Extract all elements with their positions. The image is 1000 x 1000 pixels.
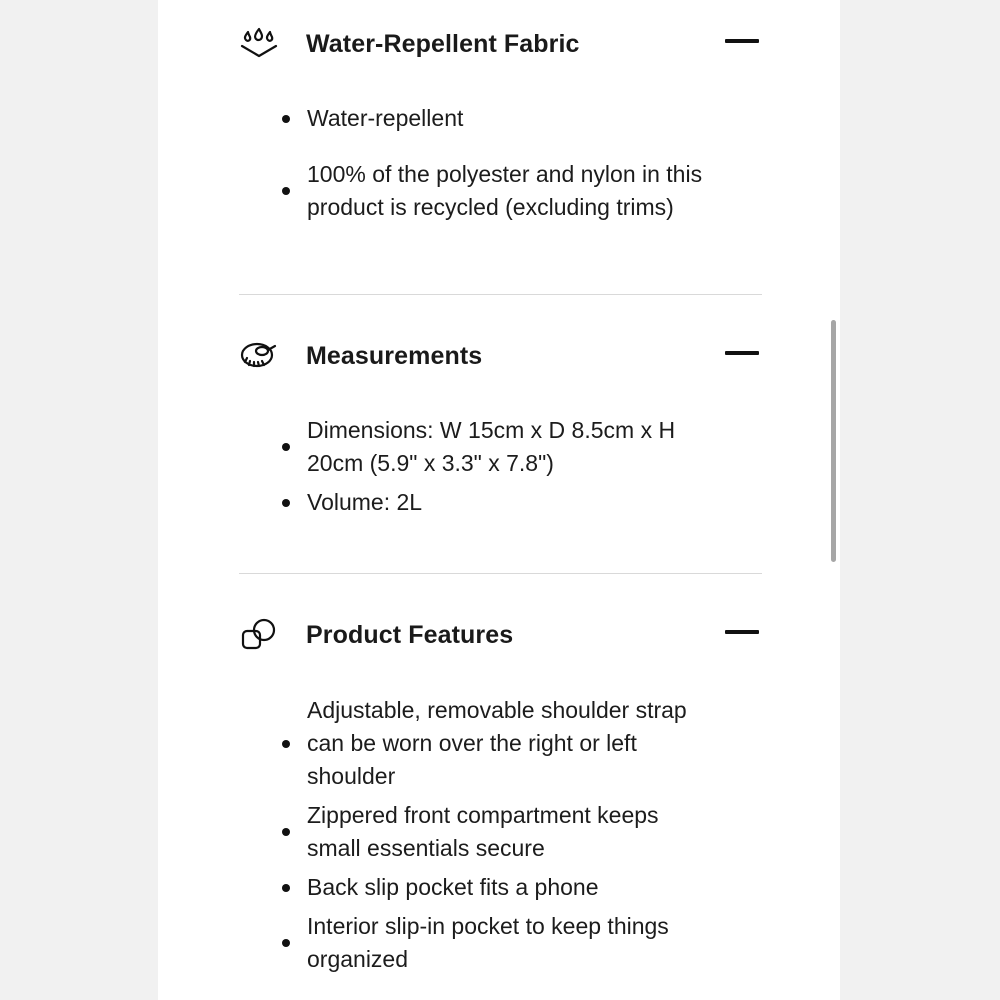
list-item (239, 910, 762, 976)
collapse-button[interactable] (722, 619, 762, 647)
list-item-text: Water-repellent (307, 105, 464, 131)
features-icon (239, 617, 279, 653)
divider (239, 573, 762, 574)
section-header[interactable] (239, 338, 762, 374)
bullet-list (239, 694, 762, 976)
list-item-text: Dimensions: W 15cm x D 8.5cm x H 20cm (5.9" x 3.3" x 7.8") (307, 417, 676, 476)
list-item-text: Back slip pocket fits a phone (307, 874, 599, 900)
section-title: Measurements (306, 342, 483, 370)
product-details-panel (158, 0, 840, 1000)
water-drops-icon (239, 26, 279, 62)
list-item (239, 141, 762, 240)
section-header[interactable] (239, 617, 762, 653)
section-title: Water-Repellent Fabric (306, 30, 580, 58)
list-item (239, 694, 762, 793)
section-title: Product Features (306, 621, 514, 649)
section-header[interactable] (239, 26, 762, 62)
list-item (239, 871, 762, 904)
bullet-dot (282, 740, 290, 748)
list-item-text: 100% of the polyester and nylon in this product is recycled (excluding trims) (307, 160, 703, 220)
list-item-text: Adjustable, removable shoulder strap can be worn over the right or left shoulder (307, 697, 687, 789)
bullet-dot (282, 939, 290, 947)
measuring-tape-icon (239, 338, 279, 374)
scrollbar[interactable] (831, 320, 836, 562)
bullet-dot (282, 884, 290, 892)
list-item-text: Zippered front compartment keeps small essentials secure (307, 802, 659, 861)
bullet-dot (282, 828, 290, 836)
collapse-button[interactable] (722, 28, 762, 56)
collapse-button[interactable] (722, 340, 762, 368)
minus-icon (725, 630, 759, 634)
list-item (239, 414, 762, 480)
bullet-list (239, 414, 762, 519)
divider (239, 294, 762, 295)
list-item (239, 486, 762, 519)
list-item (239, 799, 762, 865)
list-item (239, 102, 762, 135)
bullet-dot (282, 115, 290, 123)
minus-icon (725, 351, 759, 355)
right-background (840, 0, 1000, 1000)
bullet-list (239, 102, 762, 240)
list-item-text: Volume: 2L (307, 489, 423, 515)
minus-icon (725, 39, 759, 43)
left-background (0, 0, 158, 1000)
bullet-dot (282, 443, 290, 451)
bullet-dot (282, 499, 290, 507)
bullet-dot (282, 187, 290, 195)
list-item-text: Interior slip-in pocket to keep things organized (307, 913, 669, 972)
